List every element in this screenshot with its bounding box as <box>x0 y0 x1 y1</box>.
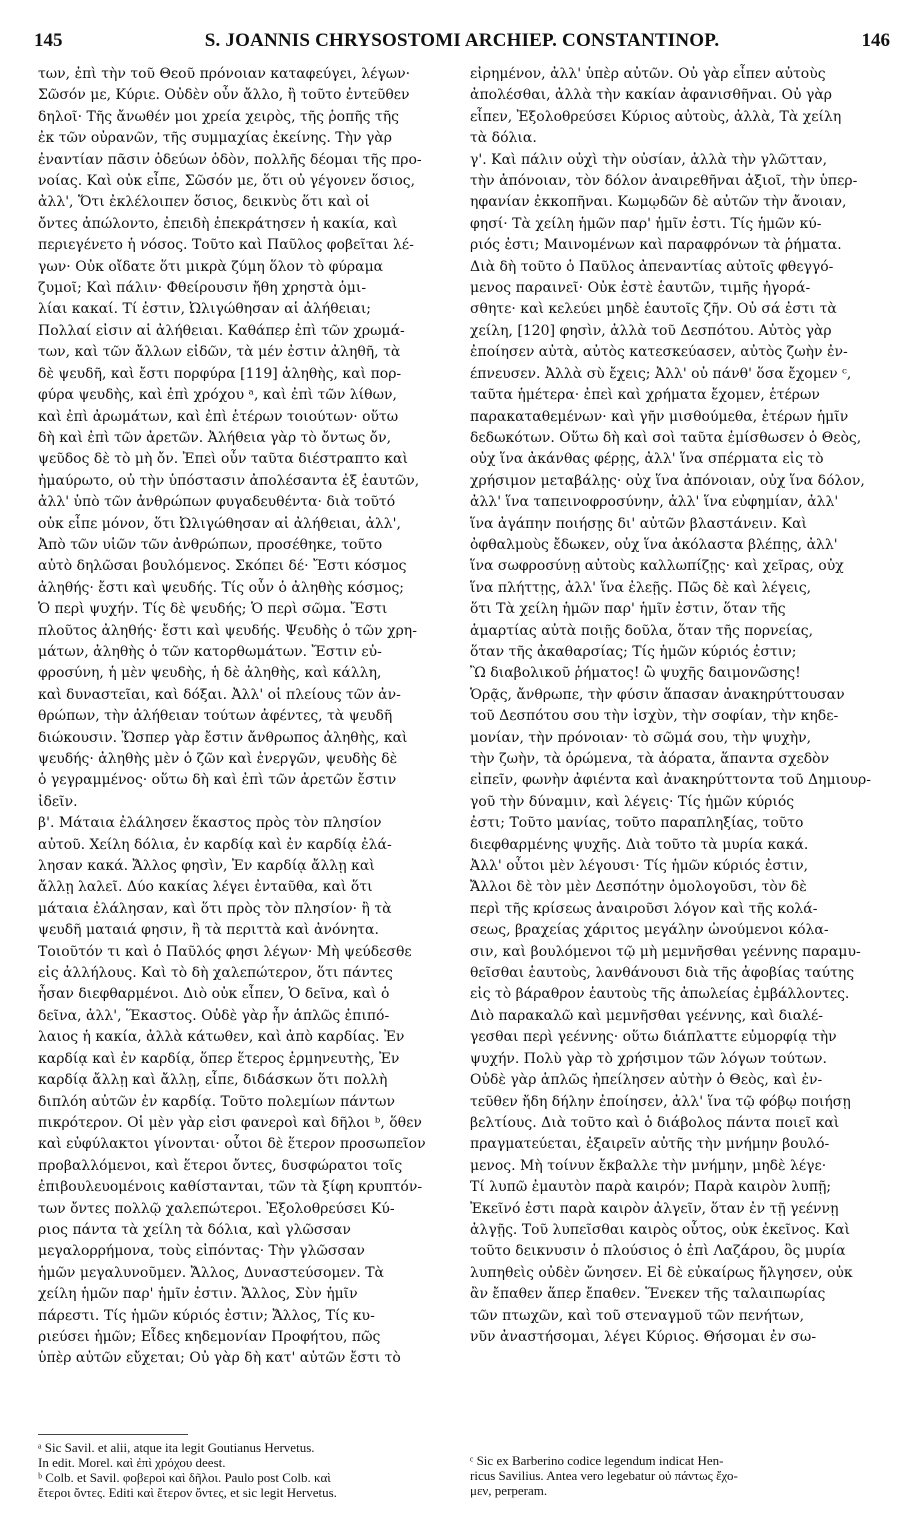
text-line: ἵνα πλήττῃς, ἀλλ' ἵνα ἐλεῇς. Πῶς δὲ καὶ λέγεις, <box>470 579 812 596</box>
text-line: εἰπεῖν, φωνὴν ἀφιέντα καὶ ἀνακηρύττοντα τοῦ Δημιουρ- <box>470 772 871 789</box>
text-line: ἀληθής· ἔστι καὶ ψευδής. Τίς οὖν ὁ ἀληθὴς κόσμος; <box>38 579 405 596</box>
text-line: γ'. Καὶ πάλιν οὐχὶ τὴν οὐσίαν, ἀλλὰ τὴν γλῶτταν, <box>470 151 828 168</box>
text-line: αὐτὸ δηλῶσαι βουλόμενος. Σκόπει δέ· Ἔστι κόσμος <box>38 558 407 575</box>
text-line: σθητε· καὶ κελεύει μηδὲ ἑαυτοῖς ζῆν. Οὐ σά ἐστι τὰ <box>470 301 837 318</box>
text-line: εἶπεν, Ἐξολοθρεύσει Κύριος αὐτοὺς, ἀλλὰ, Τὰ χείλη <box>470 108 842 125</box>
text-line: ριεύσει ἡμῶν; Εἶδες κηδεμονίαν Προφήτου, πῶς <box>38 1328 381 1345</box>
page-number-left: 145 <box>34 30 63 51</box>
text-line: ζυμοῖ; Καὶ πάλιν· Φθείρουσιν ἤθη χρηστὰ ὁμι- <box>38 280 367 297</box>
text-line: ἐπιβουλευομένοις καθίστανται, τῶν τὰ ξίφη κρυπτόν- <box>38 1179 423 1196</box>
footnote-line: ᶜ Sic ex Barberino codice legendum indicat Hen- <box>470 1453 724 1468</box>
text-line: πάρεστι. Τίς ἡμῶν κύριός ἐστιν; Ἄλλος, Τίς κυ- <box>38 1307 375 1324</box>
text-line: δὴ καὶ ἐπὶ τῶν ἀρετῶν. Ἀλήθεια γὰρ τὸ ὄντως ὄν, <box>38 429 392 446</box>
text-line: διώκουσιν. Ὥσπερ γὰρ ἔστιν ἄνθρωπος ἀληθὴς, καὶ <box>38 729 408 746</box>
footnote-line: ᵃ Sic Savil. et alii, atque ita legit Goutianus Hervetus. <box>38 1440 315 1455</box>
text-line: των, ἐπὶ τὴν τοῦ Θεοῦ πρόνοιαν καταφεύγει, λέγων· <box>38 66 411 82</box>
text-line: τοῦτο δεικνυσιν ὁ πλούσιος ὁ ἐπὶ Λαζάρου, ὃς μυρία <box>470 1243 846 1260</box>
text-line: Διὰ δὴ τοῦτο ὁ Παῦλος ἀπεναντίας αὐτοῖς φθεγγό- <box>470 258 834 275</box>
text-line: μενος παραινεῖ· Οὐκ ἐστὲ ἑαυτῶν, τιμῆς ἠγορά- <box>470 280 811 297</box>
text-line: μεγαλορρήμονα, τοὺς εἰπόντας· Τὴν γλῶσσαν <box>38 1243 365 1260</box>
text-line: ψευδής· ἀληθὴς μὲν ὁ ζῶν καὶ ἐνεργῶν, ψευδὴς δὲ <box>38 751 398 767</box>
text-line: Ὢ διαβολικοῦ ῥήματος! ὢ ψυχῆς δαιμονῶσης! <box>470 665 801 682</box>
text-line: γοῦ τὴν δύναμιν, καὶ λέγεις· Τίς ἡμῶν κύριός <box>470 793 795 810</box>
text-line: λαιος ἡ κακία, ἀλλὰ κάτωθεν, καὶ ἀπὸ καρδίας. Ἐν <box>38 1029 405 1046</box>
text-line: αὐτοῦ. Χείλη δόλια, ἐν καρδίᾳ καὶ ἐν καρδίᾳ ἐλά- <box>38 836 392 853</box>
text-line: διεφθαρμένης ψυχῆς. Διὰ τοῦτο τὰ μυρία κακά. <box>470 836 809 853</box>
text-line: Οὐδὲ γὰρ ἁπλῶς ἠπείλησεν αὐτὴν ὁ Θεὸς, καὶ ἐν- <box>470 1072 823 1089</box>
text-line: εἰρημένον, ἀλλ' ὑπὲρ αὐτῶν. Οὐ γὰρ εἶπεν αὐτοὺς <box>470 66 826 82</box>
text-line: μάτων, ἀληθὴς ὁ τῶν κατορθωμάτων. Ἔστιν εὐ- <box>38 643 382 660</box>
text-line: μονίαν, τὴν πρόνοιαν· τὸ σῶμά σου, τὴν ψυχὴν, <box>470 729 812 746</box>
text-line: φροσύνη, ἡ μὲν ψευδὴς, ἡ δὲ ἀληθὴς, καὶ κάλλη, <box>38 665 382 682</box>
text-line: ηφανίαν ἐκκοπῆναι. Κωμῳδῶν δὲ αὐτῶν τὴν ἄνοιαν, <box>470 194 847 211</box>
text-line: τῶν πτωχῶν, καὶ τοῦ στεναγμοῦ τῶν πενήτων, <box>470 1307 805 1324</box>
text-line: ψυχήν. Πολὺ γὰρ τὸ χρήσιμον τῶν λόγων τούτων. <box>470 1050 827 1067</box>
text-line: των, καὶ τῶν ἄλλων εἰδῶν, τὰ μέν ἐστιν ἀληθῆ, τὰ <box>38 344 401 361</box>
footnote-line: ἕτεροι ὄντες. Editi καὶ ἕτερον ὄντες, et sic legit Hervetus. <box>38 1485 337 1500</box>
running-head-title: S. JOANNIS CHRYSOSTOMI ARCHIEP. CONSTANTINOP. <box>204 30 720 51</box>
text-line: ὅταν τῆς ἀκαθαρσίας; Τίς ἡμῶν κύριός ἐστιν; <box>470 643 797 660</box>
text-line: γων· Οὐκ οἴδατε ὅτι μικρὰ ζύμη ὅλον τὸ φύραμα <box>38 258 384 275</box>
text-line: δὲ ψευδῆ, καὶ ἔστι πορφύρα [119] ἀληθὴς, καὶ πορ- <box>38 365 402 382</box>
text-line: μενος. Μὴ τοίνυν ἔκβαλλε τὴν μνήμην, μηδὲ λέγε· <box>470 1157 827 1174</box>
right-footnotes <box>470 1453 890 1498</box>
text-line: Σῶσόν με, Κύριε. Οὐδὲν οὖν ἄλλο, ἢ τοῦτο ἐντεῦθεν <box>38 87 410 104</box>
text-line: β'. Μάταια ἐλάλησεν ἕκαστος πρὸς τὸν πλησίον <box>38 815 382 832</box>
text-line: σιν, καὶ βουλόμενοι τῷ μὴ μεμνῆσθαι γεέννης παραμυ- <box>470 943 861 960</box>
text-line: θεῖσθαι ἑαυτοὺς, λανθάνουσι διὰ τῆς ἀφοβίας ταύτης <box>470 965 855 982</box>
text-line: Ἐκεῖνό ἐστι παρὰ καιρὸν ἀλγεῖν, ὅταν ἐν τῇ γεέννῃ <box>470 1200 839 1217</box>
text-line: Τί λυπῶ ἐμαυτὸν παρὰ καιρόν; Παρὰ καιρὸν λυπῇ; <box>470 1179 832 1196</box>
text-line: τὴν ἀπόνοιαν, τὸν δόλον ἀναιρεθῆναι ἀξιοῖ, τὴν ὑπερ- <box>470 173 858 190</box>
footnote-line: μεν, perperam. <box>470 1483 548 1498</box>
text-line: Ἄλλοι δὲ τὸν μὲν Δεσπότην ὁμολογοῦσι, τὸν δὲ <box>470 879 807 896</box>
text-line: τὰ δόλια. <box>470 130 537 147</box>
text-line: ἄλλῃ λαλεῖ. Δύο κακίας λέγει ἐνταῦθα, καὶ ὅτι <box>38 879 373 896</box>
text-line: ὀφθαλμοὺς ἔδωκεν, οὐχ ἵνα ἀκόλαστα βλέπῃς, ἀλλ' <box>470 536 838 553</box>
right-column <box>470 64 890 1348</box>
running-header <box>30 30 894 54</box>
text-line: ἐποίησεν αὐτὰ, αὐτὸς κατεσκεύασεν, αὐτὸς ζωὴν ἐν- <box>470 344 848 361</box>
text-line: καρδίᾳ καὶ ἐν καρδίᾳ, ὅπερ ἕτερος ἑρμηνευτὴς, Ἐν <box>38 1050 400 1067</box>
text-line: Ἀπὸ τῶν υἱῶν τῶν ἀνθρώπων, προσέθηκε, τοῦτο <box>38 536 383 553</box>
text-line: ἀλλ' ὑπὸ τῶν ἀνθρώπων φυγαδευθέντα· διὰ τοῦτό <box>38 494 396 511</box>
text-line: ἐναντίαν πᾶσιν ὁδεύων ὁδὸν, πολλῆς δέομαι τῆς προ- <box>38 151 422 168</box>
text-line: διπλόη αὐτῶν ἐν καρδίᾳ. Τοῦτο πολεμίων πάντων <box>38 1093 395 1110</box>
text-line: έπνευσεν. Ἀλλὰ σὺ ἔχεις; Ἀλλ' οὐ πάνθ' ὅσα ἔχομεν ᶜ, <box>470 365 852 382</box>
text-line: φησί· Τὰ χείλη ἡμῶν παρ' ἡμῖν ἐστι. Τίς ἡμῶν κύ- <box>470 215 822 232</box>
text-line: ἠμαύρωτο, οὐ τὴν ὑπόστασιν ἀπολέσαντα ἐξ ἑαυτῶν, <box>38 472 420 489</box>
text-line: δεῖνα, ἀλλ', Ἕκαστος. Οὐδὲ γὰρ ἦν ἁπλῶς ἐπιπό- <box>38 1007 390 1024</box>
text-line: φύρα ψευδὴς, καὶ ἐπὶ χρόχου ᵃ, καὶ ἐπὶ τῶν λίθων, <box>38 387 397 404</box>
text-line: λησαν κακά. Ἄλλος φησὶν, Ἐν καρδίᾳ ἄλλῃ καὶ <box>38 858 375 875</box>
text-line: οὐχ ἵνα ἀκάνθας φέρῃς, ἀλλ' ἵνα σπέρματα εἰς τὸ <box>470 451 824 468</box>
text-line: Ὁ περὶ ψυχήν. Τίς δὲ ψευδής; Ὁ περὶ σῶμα. Ἔστι <box>38 601 388 618</box>
footnote-line: ᵇ Colb. et Savil. φοβεροὶ καὶ δῆλοι. Paulo post Colb. καὶ <box>38 1470 331 1485</box>
text-line: ἀλλ', Ὅτι ἐκλέλοιπεν ὅσιος, δεικνὺς ὅτι καὶ οἱ <box>38 194 370 211</box>
text-line: Πολλαί εἰσιν αἱ ἀλήθειαι. Καθάπερ ἐπὶ τῶν χρωμά- <box>38 322 405 339</box>
text-line: καὶ δυναστεῖαι, καὶ δόξαι. Ἀλλ' οἱ πλείους τῶν ἀν- <box>38 686 401 703</box>
text-line: Ἀλλ' οὗτοι μὲν λέγουσι· Τίς ἡμῶν κύριός ἐστιν, <box>470 858 809 875</box>
text-line: Διὸ παρακαλῶ καὶ μεμνῆσθαι γεέννης, καὶ διαλέ- <box>470 1007 824 1024</box>
text-line: ἀπολέσθαι, ἀλλὰ τὴν κακίαν ἀφανισθῆναι. Οὐ γὰρ <box>470 87 833 104</box>
text-line: ἐκ τῶν οὐρανῶν, τῆς συμμαχίας ἐκείνης. Τὴν γὰρ <box>38 130 393 147</box>
text-line: λυπηθεὶς οὐδὲν ὤνησεν. Εἰ δὲ εὐκαίρως ἤλγησεν, οὐκ <box>470 1264 853 1281</box>
text-line: χείλη, [120] φησὶν, ἀλλὰ τοῦ Δεσπότου. Αὐτὸς γὰρ <box>470 322 832 339</box>
footnote-line: ricus Savilius. Antea vero legebatur οὐ πάντως ἔχο- <box>470 1468 738 1483</box>
text-line: λίαι κακαί. Τί ἐστιν, Ὠλιγώθησαν αἱ ἀλήθειαι; <box>38 301 372 318</box>
text-line: δηλοῖ· Τῆς ἄνωθέν μοι χρεία χειρὸς, τῆς ῥοπῆς τῆς <box>38 108 399 125</box>
text-line: ἵνα ἀγάπην ποιήσῃς δι' αὐτῶν βλαστάνειν. Καὶ <box>470 515 808 532</box>
left-footnotes <box>38 1440 458 1500</box>
text-line: καὶ εὐφύλακτοι γίνονται· οὗτοι δὲ ἕτερον προσωπεῖον <box>38 1136 426 1153</box>
text-line: καρδίᾳ ἄλλῃ καὶ ἄλλῃ, εἶπε, διδάσκων ὅτι πολλὴ <box>38 1072 388 1089</box>
text-line: προβαλλόμενοι, καὶ ἕτεροι ὄντες, δυσφώρατοι τοῖς <box>38 1157 403 1174</box>
text-line: τοῦ Δεσπότου σου τὴν ἰσχὺν, τὴν σοφίαν, τὴν κηδε- <box>470 708 839 725</box>
text-line: μάταια ἐλάλησαν, καὶ ὅτι πρὸς τὸν πλησίον· ἢ τὰ <box>38 900 392 917</box>
page-number-right: 146 <box>861 30 890 51</box>
text-line: εἰς ἀλλήλους. Καὶ τὸ δὴ χαλεπώτερον, ὅτι πάντες <box>38 965 393 982</box>
text-line: πλοῦτος ἀληθής· ἔστι καὶ ψευδής. Ψευδὴς ὁ τῶν χρη- <box>38 622 417 639</box>
text-line: Τοιοῦτόν τι καὶ ὁ Παῦλός φησι λέγων· Μὴ ψεύδεσθε <box>38 943 412 960</box>
text-line: καὶ ἐπὶ ἀρωμάτων, καὶ ἐπὶ ἑτέρων τοιούτων· οὕτω <box>38 408 399 425</box>
text-line: παρακαταθεμένων· καὶ γῆν μισθούμεθα, ἑτέρων ἡμῖν <box>470 408 849 425</box>
text-line: ἐστι; Τοῦτο μανίας, τοῦτο παραπληξίας, τοῦτο <box>470 815 804 832</box>
text-line: ἡμῶν μεγαλυνοῦμεν. Ἄλλος, Δυναστεύσομεν. Τὰ <box>38 1264 385 1281</box>
text-line: ὁ γεγραμμένος· οὕτω δὴ καὶ ἐπὶ τῶν ἀρετῶν ἔστιν <box>38 772 397 789</box>
text-line: δεδωκότων. Οὕτω δὴ καὶ σοὶ ταῦτα ἐμίσθωσεν ὁ Θεὸς, <box>470 429 862 446</box>
text-line: ἦσαν διεφθαρμένοι. Διὸ οὐκ εἶπεν, Ὁ δεῖνα, καὶ ὁ <box>38 986 390 1003</box>
text-line: χείλη ἡμῶν παρ' ἡμῖν ἐστιν. Ἄλλος, Σὺν ἡμῖν <box>38 1286 358 1303</box>
text-line: θρώπων, τὴν ἀλήθειαν τούτων ἀφέντες, τὰ ψευδῆ <box>38 708 393 725</box>
text-line: τεῦθεν ἤδη δήλην ἐποίησεν, ἀλλ' ἵνα τῷ φόβῳ ποιήσῃ <box>470 1093 851 1110</box>
text-line: ὅτι Τὰ χείλη ἡμῶν παρ' ἡμῖν ἐστιν, ὅταν τῆς <box>470 601 786 618</box>
text-line: εἰς τὸ βάραθρον ἑαυτοὺς τῆς ἀπωλείας ἐμβάλλοντες. <box>470 986 850 1003</box>
text-line: ψεῦδος δὲ τὸ μὴ ὄν. Ἐπεὶ οὖν ταῦτα διέστραπτο καὶ <box>38 451 408 468</box>
text-line: ψευδῆ ματαιά φησιν, ἢ τὰ περιττὰ καὶ ἀνόνητα. <box>38 922 379 939</box>
text-line: περιεγένετο ἡ νόσος. Τοῦτο καὶ Παῦλος φοβεῖται λέ- <box>38 237 414 254</box>
left-column <box>38 64 456 1370</box>
text-line: ἂν ἔπαθεν ἅπερ ἔπαθεν. Ἕνεκεν τῆς ταλαιπωρίας <box>470 1286 826 1303</box>
text-line: νῦν ἀναστήσομαι, λέγει Κύριος. Θήσομαι ἐν σω- <box>470 1328 817 1345</box>
text-line: ταῦτα ἡμέτερα· ἐπεὶ καὶ χρήματα ἔχομεν, ἑτέρων <box>470 387 820 404</box>
text-line: ριος πάντα τὰ χείλη τὰ δόλια, καὶ γλῶσσαν <box>38 1221 351 1238</box>
text-line: σεως, βραχείας χάριτος μεγάλην ὠνούμενοι κόλα- <box>470 922 829 939</box>
footnote-rule-left <box>38 1434 188 1435</box>
text-line: χρήσιμον μεταβάλῃς· οὐχ ἵνα ἀπόνοιαν, οὐχ ἵνα δόλον, <box>470 472 865 489</box>
text-line: πικρότερον. Οἱ μὲν γὰρ εἰσι φανεροὶ καὶ δῆλοι ᵇ, ὅθεν <box>38 1114 422 1131</box>
text-line: ὑπὲρ αὐτῶν εὔχεται; Οὐ γὰρ δὴ κατ' αὐτῶν ἔστι τὸ <box>38 1350 401 1367</box>
text-line: πραγματεύεται, ἐξαιρεῖν αὐτῆς τὴν μνήμην βουλό- <box>470 1136 830 1153</box>
text-line: ἵνα σωφροσύνῃ αὐτοὺς καλλωπίζῃς· καὶ χεῖρας, οὐχ <box>470 558 844 575</box>
text-line: οὐκ εἶπε μόνον, ὅτι Ὠλιγώθησαν αἱ ἀλήθειαι, ἀλλ', <box>38 515 401 532</box>
text-line: ἰδεῖν. <box>38 793 78 810</box>
text-line: ἁμαρτίας αὐτὰ ποιῇς δοῦλα, ὅταν τῆς πορνείας, <box>470 622 814 639</box>
text-line: νοίας. Καὶ οὐκ εἶπε, Σῶσόν με, ὅτι οὐ γέγονεν ὅσιος, <box>38 173 416 190</box>
text-line: των ὄντες πολλῷ χαλεπώτεροι. Ἐξολοθρεύσει Κύ- <box>38 1200 395 1217</box>
text-line: γεσθαι περὶ γεέννης· οὕτω διάπλαττε εὐμορφίᾳ τὴν <box>470 1029 837 1046</box>
text-line: ὄντες ἀπώλοντο, ἐπειδὴ ἐπεκράτησεν ἡ κακία, καὶ <box>38 215 398 232</box>
text-line: ἀλλ' ἵνα ταπεινοφροσύνην, ἀλλ' ἵνα εὐφημίαν, ἀλλ' <box>470 494 839 511</box>
text-line: περὶ τῆς κρίσεως ἀναιροῦσι λόγον καὶ τῆς κολά- <box>470 900 818 917</box>
text-line: Ὁρᾷς, ἄνθρωπε, τὴν φύσιν ἅπασαν ἀνακηρύττουσαν <box>470 686 845 703</box>
footnote-line: In edit. Morel. καὶ ἐπὶ χρόχου deest. <box>38 1455 226 1470</box>
text-line: ἀλγῇς. Τοῦ λυπεῖσθαι καιρὸς οὗτος, οὐκ ἐκεῖνος. Καὶ <box>470 1221 850 1238</box>
text-line: ριός ἐστι; Μαινομένων καὶ παραφρόνων τὰ ῥήματα. <box>470 237 842 254</box>
text-line: τὴν ζωὴν, τὰ ὁρώμενα, τὰ ἀόρατα, ἅπαντα σχεδὸν <box>470 751 830 767</box>
text-line: βελτίους. Διὰ τοῦτο καὶ ὁ διάβολος πάντα ποιεῖ καὶ <box>470 1114 840 1131</box>
